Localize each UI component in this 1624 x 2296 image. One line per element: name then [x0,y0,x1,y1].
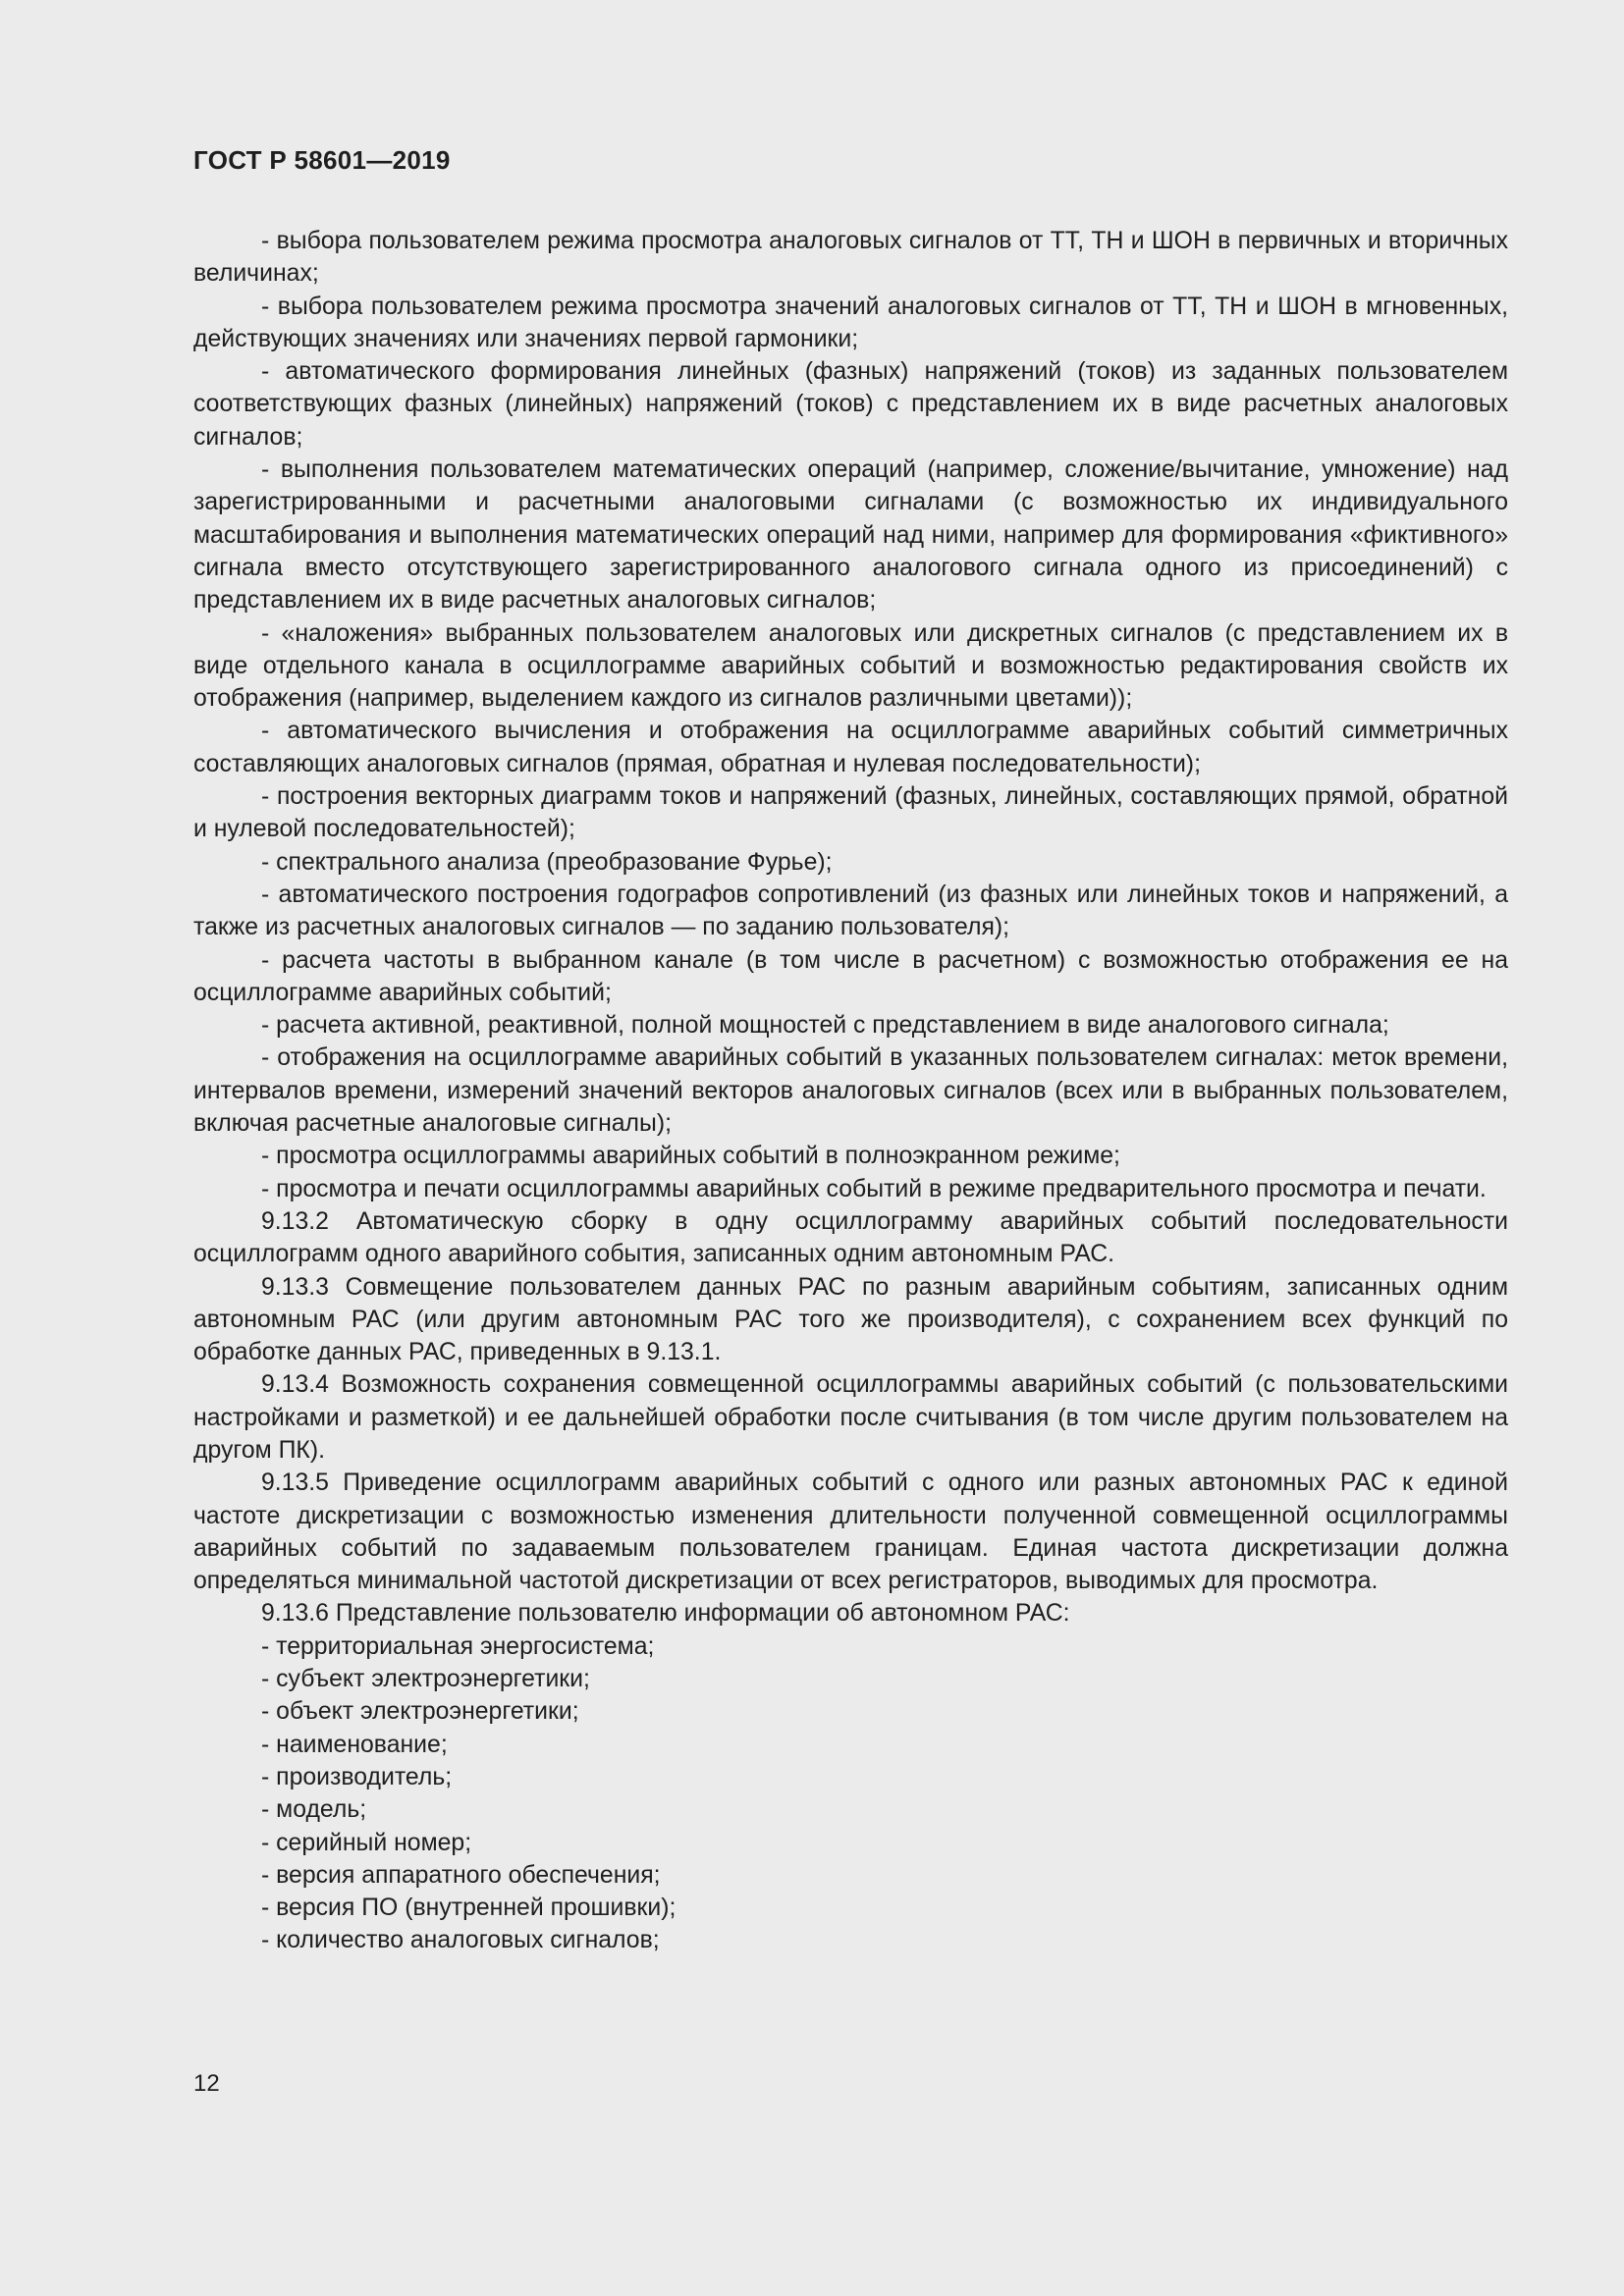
list-item: - версия ПО (внутренней прошивки); [261,1895,677,1922]
list-item: - серийный номер; [261,1829,472,1856]
list-item: - объект электроэнергетики; [261,1698,579,1726]
paragraph: - расчета активной, реактивной, полной мощностей с представлением в виде аналогового сигнала; [261,1012,1389,1040]
section-9-13-4: 9.13.4 Возможность сохранения совмещенной осциллограммы аварийных событий (с пользовательскими настройками и разметкой) и ее дальнейшей обработки после считывания (в том числе другим пользователем на другом ПК). [193,1371,1508,1464]
list-item: - версия аппаратного обеспечения; [261,1861,661,1889]
section-9-13-6: 9.13.6 Представление пользователю информации об автономном РАС: [261,1600,1070,1628]
paragraph: - просмотра и печати осциллограммы аварийных событий в режиме предварительного просмотра и печати. [261,1175,1487,1202]
document-body [193,225,1508,1957]
paragraph: - «наложения» выбранных пользователем аналоговых или дискретных сигналов (с представлением их в виде отдельного канала в осциллограмме аварийных событий и возможностью редактирования свойств их отображения (например, выделением каждого из сигналов различными цветами)); [193,619,1508,713]
paragraph: - просмотра осциллограммы аварийных событий в полноэкранном режиме; [261,1143,1120,1170]
page-number: 12 [193,2070,220,2097]
paragraph: - расчета частоты в выбранном канале (в том числе в расчетном) с возможностью отображения ее на осциллограмме аварийных событий; [193,946,1508,1006]
document-header: ГОСТ Р 58601—2019 [193,145,451,175]
list-item: - производитель; [261,1763,453,1790]
list-item: - наименование; [261,1731,448,1758]
paragraph: - построения векторных диаграмм токов и напряжений (фазных, линейных, составляющих прямой, обратной и нулевой последовательностей); [193,783,1508,843]
paragraph: - выбора пользователем режима просмотра значений аналоговых сигналов от ТТ, ТН и ШОН в мгновенных, действующих значениях или значениях первой гармоники; [193,293,1508,352]
section-9-13-5: 9.13.5 Приведение осциллограмм аварийных событий с одного или разных автономных РАС к единой частоте дискретизации с возможностью изменения длительности полученной совмещенной осциллограммы аварийных событий по задаваемым пользователем границам. Единая частота дискретизации должна определяться минимальной частотой дискретизации от всех регистраторов, выводимых для просмотра. [193,1469,1508,1595]
list-item: - субъект электроэнергетики; [261,1666,590,1693]
paragraph: - автоматического формирования линейных (фазных) напряжений (токов) из заданных пользователем соответствующих фазных (линейных) напряжений (токов) с представлением их в виде расчетных аналоговых сигналов; [193,358,1508,451]
section-9-13-3: 9.13.3 Совмещение пользователем данных РАС по разным аварийным событиям, записанных одним автономным РАС (или другим автономным РАС того же производителя), с сохранением всех функций по обработке данных РАС, приведенных в 9.13.1. [193,1273,1508,1366]
paragraph: - выбора пользователем режима просмотра аналоговых сигналов от ТТ, ТН и ШОН в первичных и вторичных величинах; [193,228,1508,288]
list-item: - количество аналоговых сигналов; [261,1927,660,1954]
paragraph: - автоматического построения годографов сопротивлений (из фазных или линейных токов и напряжений, а также из расчетных аналоговых сигналов — по заданию пользователя); [193,881,1508,941]
paragraph: - спектрального анализа (преобразование Фурье); [261,848,833,876]
paragraph: - выполнения пользователем математических операций (например, сложение/вычитание, умножение) над зарегистрированными и расчетными аналоговыми сигналами (с возможностью их индивидуального масштабирования и выполнения математических операций над ними, например для формирования «фиктивного» сигнала вместо отсутствующего зарегистрированного аналогового сигнала одного из присоединений) с представлением их в виде расчетных аналоговых сигналов; [193,456,1508,614]
section-9-13-2: 9.13.2 Автоматическую сборку в одну осциллограмму аварийных событий последовательности осциллограмм одного аварийного события, записанных одним автономным РАС. [193,1207,1508,1268]
paragraph: - отображения на осциллограмме аварийных событий в указанных пользователем сигналах: меток времени, интервалов времени, измерений значений векторов аналоговых сигналов (всех или в выбранных пользователем, включая расчетные аналоговые сигналы); [193,1044,1508,1138]
list-item: - территориальная энергосистема; [261,1632,655,1660]
list-item: - модель; [261,1796,367,1824]
paragraph: - автоматического вычисления и отображения на осциллограмме аварийных событий симметричных составляющих аналоговых сигналов (прямая, обратная и нулевая последовательности); [193,718,1508,777]
